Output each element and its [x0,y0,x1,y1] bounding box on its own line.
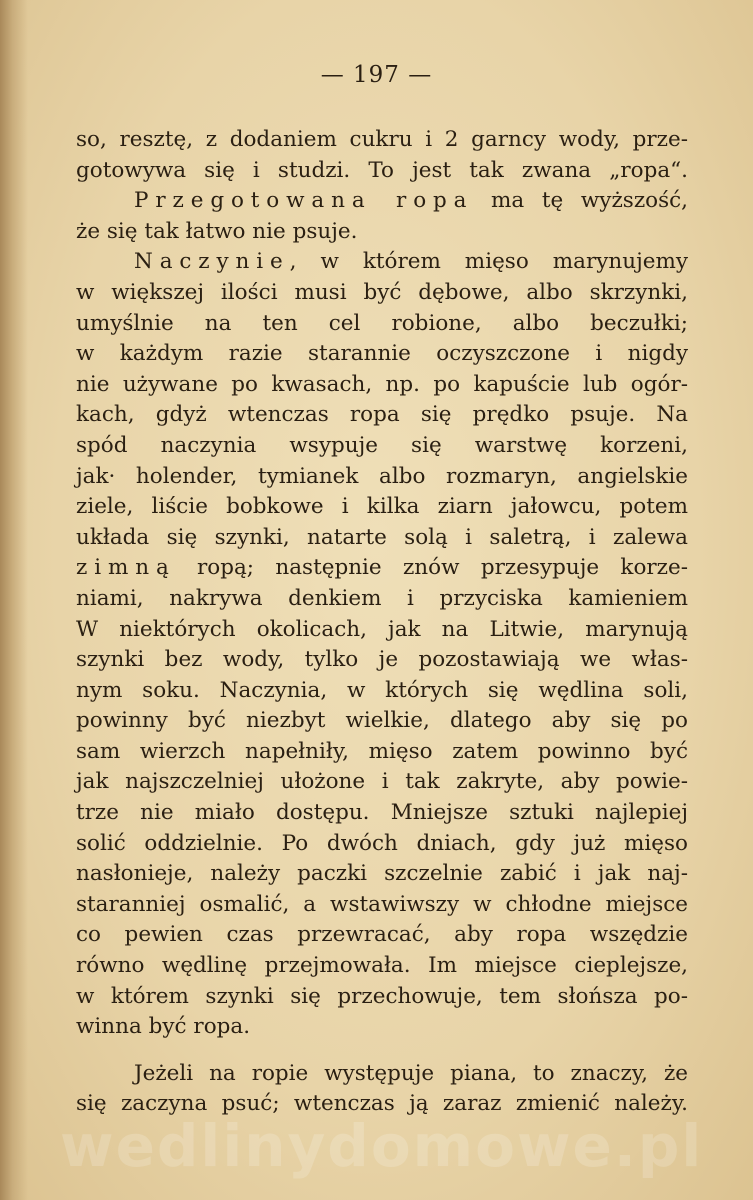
text-line [76,247,688,278]
text-line: się zaczyna psuć; wtenczas ją zaraz zmienić należy. [76,1091,688,1117]
text-line: w każdym razie starannie oczyszczone i nigdy [76,341,688,367]
text-line: powinny być niezbyt wielkie, dlatego aby się po [76,708,688,734]
text-line: gotowywa się i studzi. To jest tak zwana „ropa“. [76,157,688,183]
text-line: umyślnie na ten cel robione, albo beczułki; [76,310,688,336]
text-line: trze nie miało dostępu. Mniejsze sztuki najlepiej [76,800,688,826]
text-line: so, resztę, z dodaniem cukru i 2 garncy wody, prze- [76,127,688,152]
text-line: W niektórych okolicach, jak na Litwie, marynują [76,616,688,642]
text-line [76,186,688,217]
text-line: szynki bez wody, tylko je pozostawiają we włas- [76,647,688,673]
text-line [76,553,688,584]
text-line: nasłonieje, należy paczki szczelnie zabić i jak naj- [76,861,688,887]
text-line: nym soku. Naczynia, w których się wędlina soli, [76,677,688,703]
emphasis-zimna: zimną [76,555,176,581]
text-line: solić oddzielnie. Po dwóch dniach, gdy już mięso [76,830,688,856]
text-line: staranniej osmalić, a wstawiwszy w chłodne miejsce [76,891,688,917]
text-fragment: , w którem mięso marynujemy [289,249,688,275]
text-line: w większej ilości musi być dębowe, albo skrzynki, [76,279,688,305]
page-number: — 197 — [320,62,433,88]
page-spine-shadow [0,0,28,1200]
text-line: Jeżeli na ropie występuje piana, to znaczy, że [134,1060,688,1086]
paragraph-gap [76,1043,688,1059]
text-line: równo wędlinę przejmowała. Im miejsce cieplejsze, [76,953,688,979]
text-line: ziele, liście bobkowe i kilka ziarn jałowcu, potem [76,494,688,520]
text-line: że się tak łatwo nie psuje. [76,218,358,244]
text-line: jak· holender, tymianek albo rozmaryn, angielskie [76,463,688,489]
text-line: układa się szynki, natarte solą i saletrą, i zalewa [76,524,688,550]
body-text [76,125,688,1120]
text-line: co pewien czas przewracać, aby ropa wszędzie [76,922,688,948]
text-line: sam wierzch napełniły, mięso zatem powinno być [76,738,688,764]
emphasis-przegotowana-ropa: Przegotowana ropa [134,188,474,214]
text-line: w którem szynki się przechowuje, tem słońsza po- [76,983,688,1009]
text-line: jak najszczelniej ułożone i tak zakryte, aby powie- [76,769,688,795]
text-fragment: ropą; następnie znów przesypuje korze- [197,555,689,581]
text-line: spód naczynia wsypuje się warstwę korzeni, [76,432,688,458]
text-fragment: ma tę wyższość, [491,188,688,214]
text-line: nie używane po kwasach, np. po kapuście lub ogór- [76,371,688,397]
text-line: niami, nakrywa denkiem i przyciska kamieniem [76,585,688,611]
text-line: kach, gdyż wtenczas ropa się prędko psuje. Na [76,402,688,428]
emphasis-naczynie: Naczynie [134,249,290,275]
text-line: winna być ropa. [76,1014,251,1040]
